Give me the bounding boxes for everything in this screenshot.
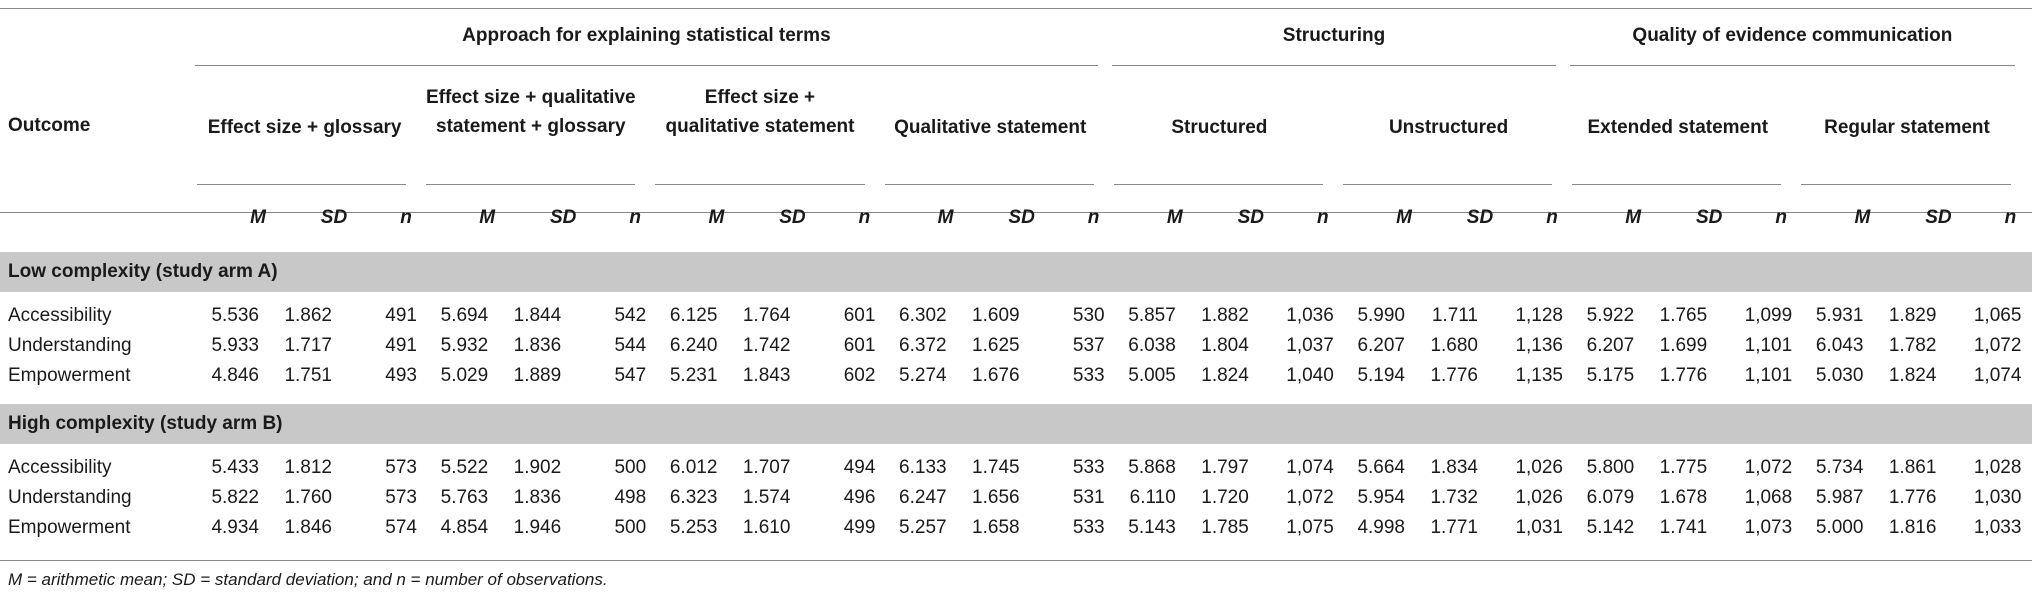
table-cell: 6.372	[899, 335, 947, 356]
row-label: Accessibility	[8, 305, 112, 326]
table-cell: 1.720	[1201, 487, 1249, 508]
table-cell: 1.862	[284, 305, 332, 326]
table-cell: 498	[614, 487, 647, 508]
stat-header-n: n	[629, 207, 641, 228]
table-cell: 5.763	[440, 487, 489, 508]
table-cell: 6.207	[1586, 335, 1635, 356]
table-cell: 1.717	[284, 335, 332, 356]
table-cell: 1.846	[284, 517, 332, 538]
row-label: Empowerment	[8, 365, 131, 386]
table-cell: 573	[385, 487, 417, 508]
table-cell: 5.433	[211, 457, 259, 478]
table-cell: 5.990	[1357, 305, 1405, 326]
stat-header-sd: SD	[320, 207, 348, 228]
subgroup-header: Effect size + qualitative statement + glossary	[425, 87, 636, 137]
table-cell: 6.240	[669, 335, 718, 356]
table-cell: 1.776	[1430, 365, 1478, 386]
table-cell: 1.678	[1659, 487, 1708, 508]
table-cell: 1.882	[1201, 305, 1249, 326]
group-underline	[195, 65, 1098, 66]
table-cell: 500	[614, 457, 647, 478]
table-cell: 5.868	[1128, 457, 1176, 478]
subgroup-header: Regular statement	[1824, 117, 1990, 138]
table-cell: 5.522	[440, 457, 489, 478]
table-cell: 5.857	[1128, 305, 1176, 326]
table-cell: 1.765	[1659, 305, 1708, 326]
table-cell: 1.843	[742, 365, 791, 386]
table-cell: 1.775	[1659, 457, 1708, 478]
table-cell: 5.030	[1815, 365, 1864, 386]
group-header: Structuring	[1282, 25, 1386, 46]
subgroup-header: Extended statement	[1587, 117, 1769, 138]
table-cell: 1.776	[1888, 487, 1937, 508]
table-cell: 6.038	[1128, 335, 1176, 356]
table-cell: 491	[385, 305, 417, 326]
table-cell: 1.861	[1888, 457, 1937, 478]
table-cell: 1.699	[1659, 335, 1708, 356]
table-cell: 1.609	[972, 305, 1020, 326]
stat-header-n: n	[1087, 207, 1100, 228]
table-cell: 5.029	[440, 365, 489, 386]
table-cell: 5.231	[669, 365, 718, 386]
table-cell: 1.676	[972, 365, 1020, 386]
table-cell: 1.764	[742, 305, 791, 326]
table-cell: 6.207	[1357, 335, 1405, 356]
table-cell: 6.079	[1586, 487, 1635, 508]
table-cell: 1.829	[1888, 305, 1937, 326]
table-cell: 1.785	[1201, 517, 1249, 538]
table-cell: 1,065	[1973, 305, 2022, 326]
table-cell: 5.922	[1586, 305, 1635, 326]
table-cell: 6.043	[1815, 335, 1864, 356]
row-label: Understanding	[8, 487, 132, 508]
table-cell: 1.760	[284, 487, 332, 508]
table-cell: 1,026	[1515, 457, 1563, 478]
table-cell: 5.000	[1815, 517, 1864, 538]
stat-header-m: M	[708, 207, 725, 228]
table-cell: 1.834	[1430, 457, 1478, 478]
stat-header-n: n	[1546, 207, 1558, 228]
subgroup-header: Effect size + glossary	[207, 117, 402, 138]
table-cell: 6.323	[669, 487, 718, 508]
table-cell: 1,037	[1286, 335, 1334, 356]
table-cell: 1,036	[1286, 305, 1334, 326]
table-cell: 573	[385, 457, 417, 478]
stat-header-m: M	[1854, 207, 1871, 228]
table-cell: 1.816	[1888, 517, 1937, 538]
table-cell: 1.902	[513, 457, 562, 478]
stat-header-m: M	[250, 207, 266, 228]
table-cell: 1.836	[513, 335, 562, 356]
table-cell: 1,101	[1744, 335, 1793, 356]
table-cell: 601	[843, 335, 876, 356]
subgroup-underline	[197, 184, 406, 185]
table-cell: 533	[1072, 517, 1105, 538]
stat-header-m: M	[479, 207, 496, 228]
subgroup-header: Qualitative statement	[894, 117, 1087, 138]
table-cell: 1.797	[1201, 457, 1249, 478]
table-cell: 1,074	[1286, 457, 1334, 478]
stat-header-m: M	[937, 207, 954, 228]
table-cell: 1.711	[1431, 305, 1478, 326]
table-cell: 5.932	[440, 335, 489, 356]
table-cell: 1,099	[1744, 305, 1793, 326]
table-cell: 1.824	[1201, 365, 1249, 386]
table-cell: 1,073	[1744, 517, 1793, 538]
stat-header-n: n	[1775, 207, 1787, 228]
stat-header-sd: SD	[779, 207, 806, 228]
table-cell: 602	[843, 365, 876, 386]
subgroup-underline	[1801, 184, 2010, 185]
section-title: High complexity (study arm B)	[8, 413, 283, 434]
stat-header-sd: SD	[1237, 207, 1264, 228]
subgroup-underline	[1572, 184, 1781, 185]
table-cell: 1.771	[1430, 517, 1478, 538]
row-label: Empowerment	[8, 517, 131, 538]
stat-header-sd: SD	[1925, 207, 1952, 228]
group-header: Quality of evidence communication	[1632, 25, 1953, 46]
table-cell: 1,031	[1515, 517, 1563, 538]
subgroup-header: Effect size + qualitative statement	[665, 87, 855, 137]
subgroup-header: Structured	[1171, 117, 1268, 138]
subgroup-underline	[1114, 184, 1323, 185]
table-cell: 574	[385, 517, 417, 538]
table-cell: 499	[843, 517, 876, 538]
table-cell: 4.854	[440, 517, 489, 538]
table-cell: 1,074	[1973, 365, 2022, 386]
section-title: Low complexity (study arm A)	[8, 261, 278, 282]
outcome-header: Outcome	[8, 115, 91, 136]
table-cell: 493	[385, 365, 417, 386]
stat-header-n: n	[2004, 207, 2017, 228]
table-cell: 1,101	[1744, 365, 1793, 386]
table-cell: 5.987	[1815, 487, 1864, 508]
table-cell: 1.745	[972, 457, 1020, 478]
table-cell: 5.257	[899, 517, 947, 538]
table-cell: 1,040	[1286, 365, 1334, 386]
stat-header-m: M	[1396, 207, 1412, 228]
table-cell: 496	[843, 487, 876, 508]
table-cell: 1.812	[284, 457, 332, 478]
subgroup-underline	[655, 184, 864, 185]
table-cell: 533	[1072, 365, 1105, 386]
table-cell: 4.846	[211, 365, 259, 386]
table-cell: 494	[843, 457, 876, 478]
table-cell: 530	[1072, 305, 1105, 326]
table-cell: 491	[385, 335, 417, 356]
table-top-rule	[0, 8, 2032, 9]
table-cell: 1.804	[1201, 335, 1249, 356]
table-cell: 6.247	[899, 487, 947, 508]
row-label: Accessibility	[8, 457, 112, 478]
table-cell: 1.782	[1888, 335, 1937, 356]
table-cell: 1.625	[972, 335, 1020, 356]
table-cell: 1,136	[1515, 335, 1563, 356]
table-cell: 5.005	[1128, 365, 1176, 386]
table-cell: 1.732	[1430, 487, 1478, 508]
table-cell: 1.741	[1659, 517, 1708, 538]
table-cell: 5.694	[440, 305, 489, 326]
table-cell: 1.751	[284, 365, 332, 386]
table-cell: 1,072	[1744, 457, 1793, 478]
table-cell: 1.836	[513, 487, 562, 508]
table-cell: 5.800	[1586, 457, 1635, 478]
table-cell: 537	[1072, 335, 1105, 356]
table-cell: 5.822	[211, 487, 259, 508]
section-band	[0, 252, 2032, 292]
stat-header-sd: SD	[1008, 207, 1035, 228]
stat-header-sd: SD	[1695, 207, 1723, 228]
table-cell: 1.610	[742, 517, 791, 538]
table-cell: 1,075	[1286, 517, 1334, 538]
table-cell: 6.125	[669, 305, 718, 326]
subgroup-underline	[426, 184, 635, 185]
table-cell: 5.536	[211, 305, 259, 326]
table-cell: 1,028	[1973, 457, 2022, 478]
table-cell: 5.933	[211, 335, 259, 356]
subgroup-underline	[1343, 184, 1552, 185]
table-cell: 5.253	[669, 517, 718, 538]
table-cell: 542	[614, 305, 647, 326]
table-cell: 1.742	[742, 335, 791, 356]
table-cell: 4.998	[1357, 517, 1405, 538]
stat-header-sd: SD	[1466, 207, 1494, 228]
table-cell: 4.934	[211, 517, 259, 538]
subgroup-header: Unstructured	[1388, 117, 1509, 138]
group-underline	[1112, 65, 1556, 66]
table-cell: 5.142	[1586, 517, 1635, 538]
table-cell: 1.658	[972, 517, 1020, 538]
table-cell: 1,135	[1515, 365, 1563, 386]
table-cell: 1.574	[742, 487, 791, 508]
section-band	[0, 404, 2032, 444]
table-cell: 6.133	[899, 457, 947, 478]
table-cell: 5.175	[1586, 365, 1635, 386]
table-cell: 1.680	[1430, 335, 1478, 356]
table-cell: 1,068	[1744, 487, 1793, 508]
table-cell: 5.664	[1357, 457, 1405, 478]
table-cell: 1.889	[513, 365, 562, 386]
table-bottom-rule	[0, 560, 2032, 561]
table-cell: 531	[1072, 487, 1105, 508]
table-footnote: M = arithmetic mean; SD = standard deviation; and n = number of observations.	[8, 570, 608, 589]
table-cell: 547	[614, 365, 647, 386]
table-cell: 5.143	[1128, 517, 1176, 538]
table-cell: 1,033	[1973, 517, 2022, 538]
table-cell: 1.824	[1888, 365, 1937, 386]
stat-header-m: M	[1625, 207, 1642, 228]
table-cell: 533	[1072, 457, 1105, 478]
table-cell: 1.844	[513, 305, 562, 326]
table-cell: 5.931	[1815, 305, 1864, 326]
group-header: Approach for explaining statistical terms	[462, 25, 831, 46]
table-cell: 1.656	[972, 487, 1020, 508]
subgroup-underline	[885, 184, 1094, 185]
group-underline	[1570, 65, 2014, 66]
table-cell: 1.707	[742, 457, 791, 478]
table-cell: 544	[614, 335, 647, 356]
table-cell: 6.110	[1129, 487, 1176, 508]
table-cell: 5.194	[1357, 365, 1405, 386]
table-cell: 6.012	[669, 457, 718, 478]
table-cell: 5.734	[1815, 457, 1864, 478]
row-label: Understanding	[8, 335, 132, 356]
table-cell: 601	[843, 305, 876, 326]
stat-header-m: M	[1166, 207, 1183, 228]
table-cell: 1,026	[1515, 487, 1563, 508]
table-cell: 1,072	[1973, 335, 2022, 356]
table-cell: 6.302	[899, 305, 947, 326]
table-cell: 1.776	[1659, 365, 1708, 386]
stat-header-n: n	[400, 207, 412, 228]
table-cell: 5.274	[899, 365, 947, 386]
table-cell: 1.946	[513, 517, 562, 538]
table-cell: 5.954	[1357, 487, 1405, 508]
table-cell: 1,030	[1973, 487, 2022, 508]
stat-header-n: n	[1316, 207, 1329, 228]
table-cell: 1,072	[1286, 487, 1334, 508]
stat-header-n: n	[858, 207, 871, 228]
table-cell: 1,128	[1515, 305, 1563, 326]
stat-header-sd: SD	[549, 207, 577, 228]
table-cell: 500	[614, 517, 647, 538]
